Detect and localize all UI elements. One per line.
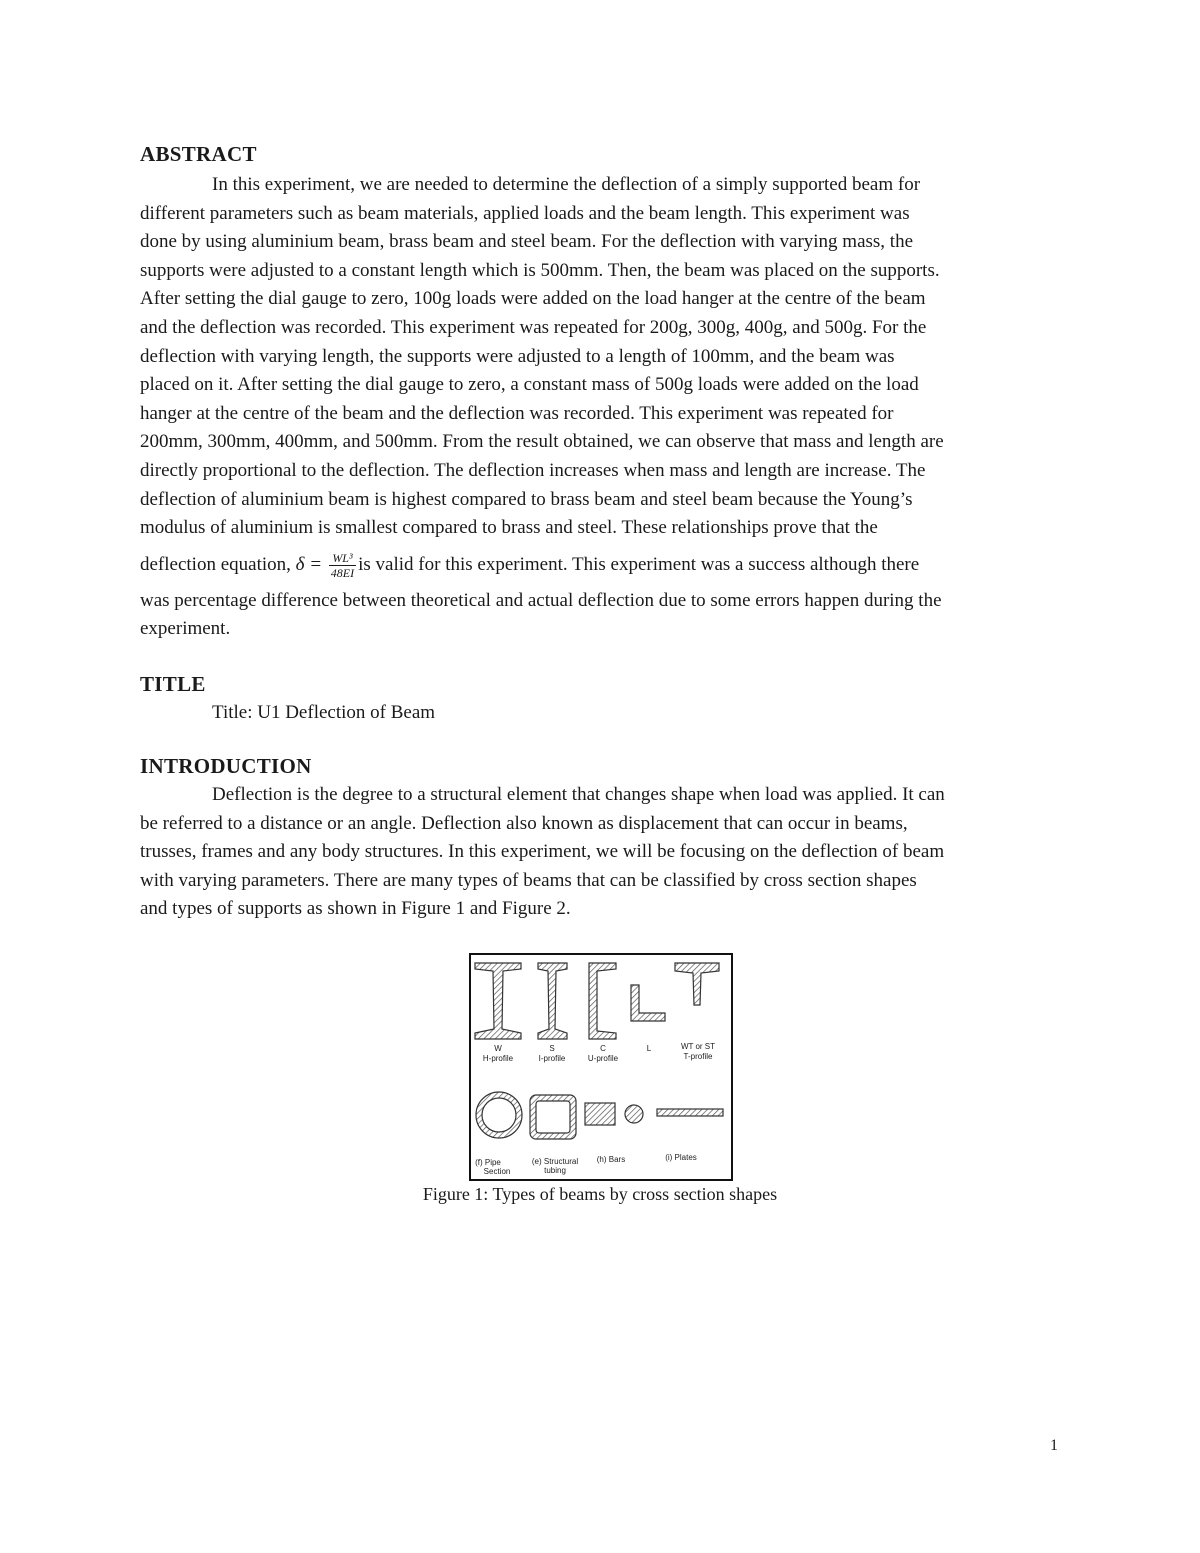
- deflection-symbol: δ =: [295, 553, 323, 575]
- abstract-line: directly proportional to the deflection. The deflection increases when mass and length are increase. The: [140, 459, 926, 481]
- introduction-section: [140, 754, 1060, 924]
- round-bar-shape: [625, 1105, 643, 1123]
- title-text: Title: U1 Deflection of Beam: [212, 702, 436, 723]
- s-profile-label: I-profile: [538, 1054, 566, 1063]
- angle-shape: [631, 985, 665, 1021]
- abstract-line: After setting the dial gauge to zero, 100g loads were added on the load hanger at the centre of the beam: [140, 288, 926, 310]
- equation-line: [140, 543, 1060, 587]
- l-label: L: [646, 1044, 652, 1053]
- bars-label: (h) Bars: [596, 1155, 626, 1164]
- s-label: S: [549, 1044, 555, 1053]
- abstract-line: deflection of aluminium beam is highest compared to brass beam and steel beam because the Young’s: [140, 488, 913, 510]
- introduction-line: trusses, frames and any body structures. In this experiment, we will be focusing on the deflection of beam: [140, 841, 945, 863]
- tubing-label: (e) Structural: [531, 1157, 579, 1166]
- abstract-line: 200mm, 300mm, 400mm, and 500mm. From the result obtained, we can observe that mass and length are: [140, 431, 944, 453]
- rectangular-bar-shape: [585, 1103, 615, 1125]
- abstract-section: [140, 142, 1060, 644]
- plates-label: (i) Plates: [665, 1153, 697, 1162]
- equation-lead-text: deflection equation,: [140, 553, 296, 575]
- abstract-line: supports were adjusted to a constant length which is 500mm. Then, the beam was placed on the supports.: [140, 259, 940, 281]
- w-label: W: [494, 1044, 502, 1053]
- title-section: [140, 672, 1060, 728]
- introduction-line: with varying parameters. There are many types of beams that can be classified by cross section shapes: [140, 869, 917, 891]
- introduction-line: be referred to a distance or an angle. Deflection also known as displacement that can occur in beams,: [140, 812, 908, 834]
- c-label: C: [600, 1044, 606, 1053]
- abstract-line: deflection with varying length, the supports were adjusted to a length of 100mm, and the beam was: [140, 345, 895, 367]
- formula-denominator: 48EI: [330, 565, 355, 580]
- abstract-line: different parameters such as beam materials, applied loads and the beam length. This experiment was: [140, 202, 910, 224]
- title-heading: TITLE: [140, 672, 206, 696]
- abstract-line: done by using aluminium beam, brass beam and steel beam. For the deflection with varying mass, the: [140, 231, 914, 253]
- beam-cross-sections-figure: [469, 953, 733, 1181]
- beam-shapes-diagram: [471, 955, 731, 1179]
- abstract-line: hanger at the centre of the beam and the deflection was recorded. This experiment was repeated for: [140, 402, 894, 424]
- abstract-line: placed on it. After setting the dial gauge to zero, a constant mass of 500g loads were added on the load: [140, 374, 919, 396]
- c-profile-label: U-profile: [587, 1054, 619, 1063]
- pipe-label: (f) Pipe: [475, 1158, 501, 1167]
- h-profile-shape: [475, 963, 521, 1039]
- deflection-formula: [329, 551, 356, 580]
- abstract-heading: ABSTRACT: [140, 142, 257, 166]
- pipe-sub-label: Section: [483, 1167, 511, 1176]
- introduction-line: and types of supports as shown in Figure 1 and Figure 2.: [140, 898, 571, 920]
- i-profile-shape: [538, 963, 567, 1039]
- abstract-line: modulus of aluminium is smallest compared to brass and steel. These relationships prove that the: [140, 517, 878, 539]
- abstract-line: was percentage difference between theoretical and actual deflection due to some errors happen during the: [140, 589, 942, 611]
- tubing-sub-label: tubing: [544, 1166, 566, 1175]
- abstract-line: experiment.: [140, 618, 231, 640]
- abstract-line: In this experiment, we are needed to determine the deflection of a simply supported beam for: [212, 174, 921, 195]
- introduction-line: Deflection is the degree to a structural element that changes shape when load was applied. It can: [212, 784, 945, 805]
- plate-shape: [657, 1109, 723, 1116]
- formula-numerator: WL³: [329, 551, 356, 566]
- t-profile-shape: [675, 963, 719, 1005]
- figure-caption: Figure 1: Types of beams by cross section shapes: [422, 1184, 778, 1204]
- introduction-heading: INTRODUCTION: [140, 754, 312, 778]
- equation-trail-text: is valid for this experiment. This experiment was a success although there: [358, 553, 920, 575]
- u-profile-shape: [589, 963, 616, 1039]
- wt-label: WT or ST: [680, 1042, 716, 1051]
- page-number: 1: [1050, 1437, 1058, 1454]
- abstract-line: and the deflection was recorded. This experiment was repeated for 200g, 300g, 400g, and 500g. For the: [140, 316, 927, 338]
- t-profile-label: T-profile: [683, 1052, 713, 1061]
- w-profile-label: H-profile: [482, 1054, 514, 1063]
